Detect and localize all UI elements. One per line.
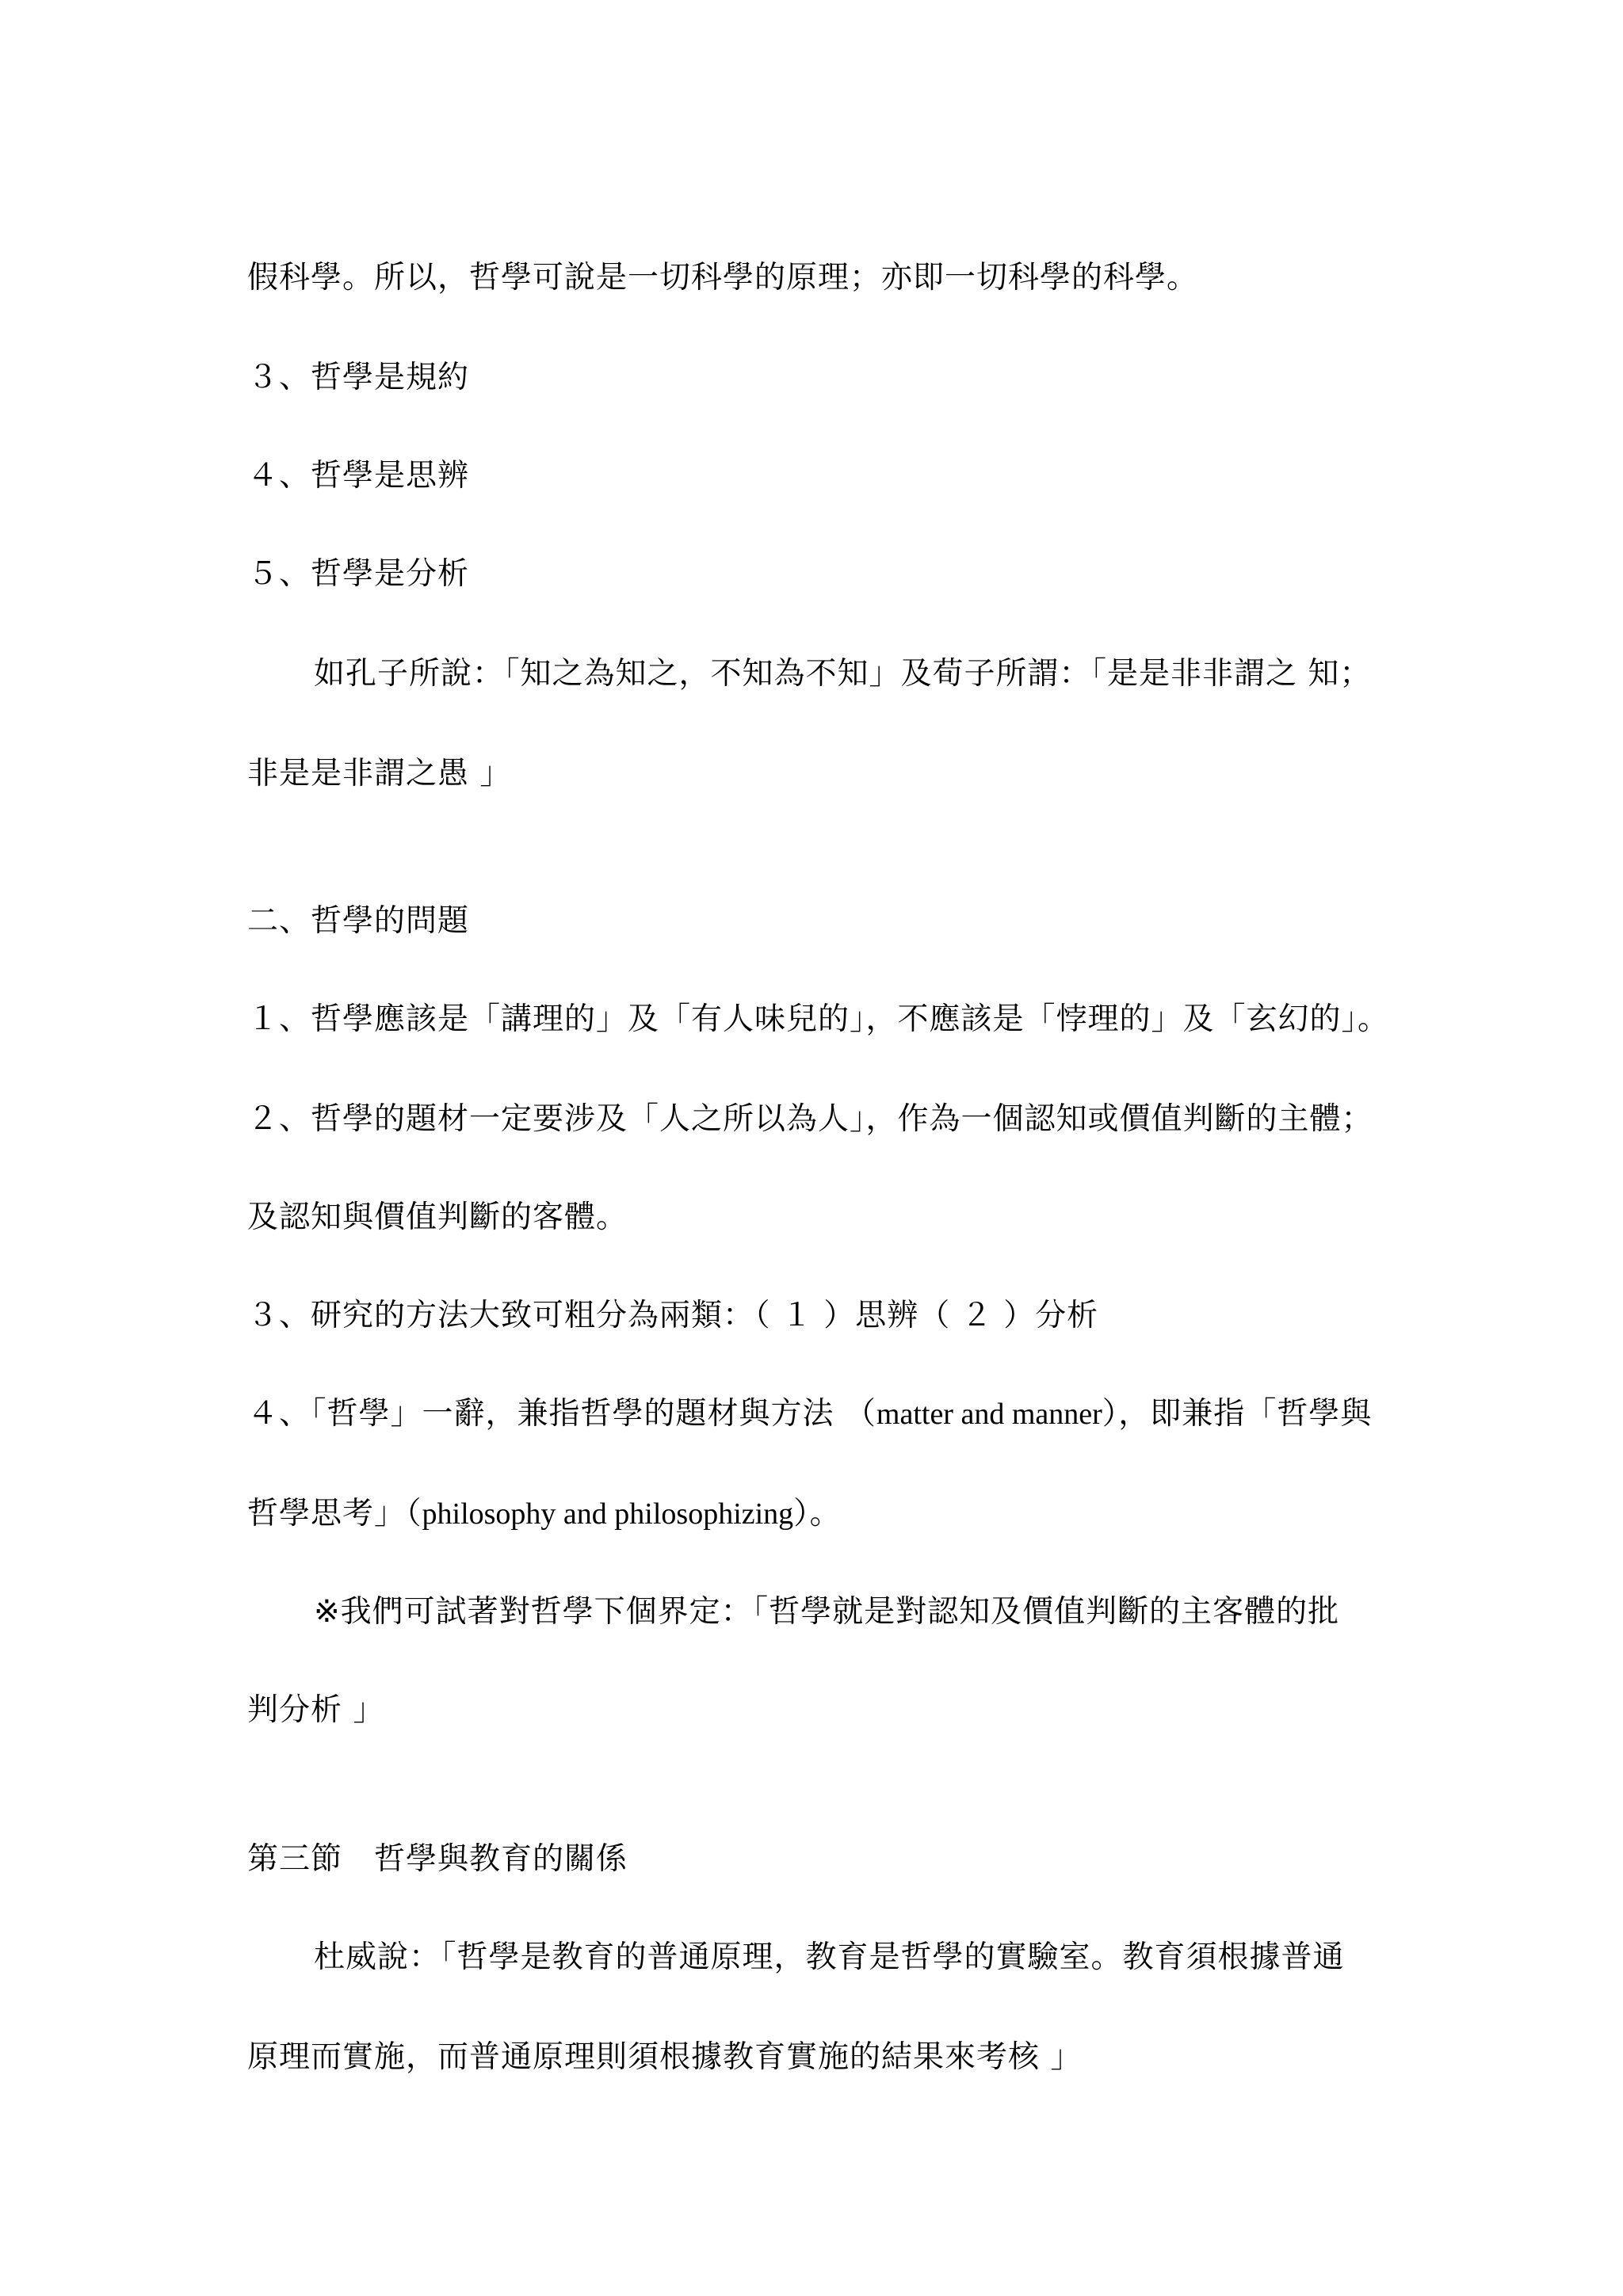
paragraph-line: 假科學。所以，哲學可說是一切科學的原理；亦即一切科學的科學。 [247,260,1199,296]
paragraph-line: 原理而實施，而普通原理則須根據教育實施的結果來考核 」 [247,2039,1083,2075]
list-item-3: ３、哲學是規約 [247,360,470,395]
list-item-4 [247,1394,1372,1434]
quote-paragraph: 杜威說：「哲學是教育的普通原理，教育是哲學的實驗室。教育須根據普通 [314,1939,1345,1975]
text-segment: ），即兼指「哲學與 [1102,1396,1373,1432]
english-term: matter and manner [876,1398,1102,1431]
text-segment: ）。 [793,1496,842,1531]
section-heading: 第三節 哲學與教育的關係 [247,1841,628,1877]
list-item-2: ２、哲學的題材一定要涉及「人之所以為人」，作為一個認知或價值判斷的主體； [247,1101,1373,1137]
paragraph-line: 如孔子所說：「知之為知之，不知為不知」及荀子所謂：「是是非非謂之 知； [314,656,1372,692]
section-heading: 二、哲學的問題 [247,903,470,939]
definition-paragraph: ※我們可試著對哲學下個界定：「哲學就是對認知及價值判斷的主客體的批 [314,1594,1340,1630]
list-item-5: ５、哲學是分析 [247,556,470,592]
list-item-4: ４、哲學是思辨 [247,458,470,494]
list-item-3: ３、研究的方法大致可粗分為兩類：（ １ ）思辨（ ２ ）分析 [247,1298,1099,1333]
english-term: philosophy and philosophizing [422,1497,794,1531]
paragraph-line [247,1494,842,1534]
text-segment: ４、「哲學」一辭，兼指哲學的題材與方法 （ [247,1396,876,1432]
paragraph-line: 非是是非謂之愚 」 [247,756,512,791]
paragraph-line: 及認知與價值判斷的客體。 [247,1199,628,1235]
list-item-1: １、哲學應該是「講理的」及「有人味兒的」，不應該是「悖理的」及「玄幻的」。 [247,1001,1390,1037]
paragraph-line: 判分析 」 [247,1692,385,1728]
text-segment: 哲學思考」（ [247,1496,422,1531]
